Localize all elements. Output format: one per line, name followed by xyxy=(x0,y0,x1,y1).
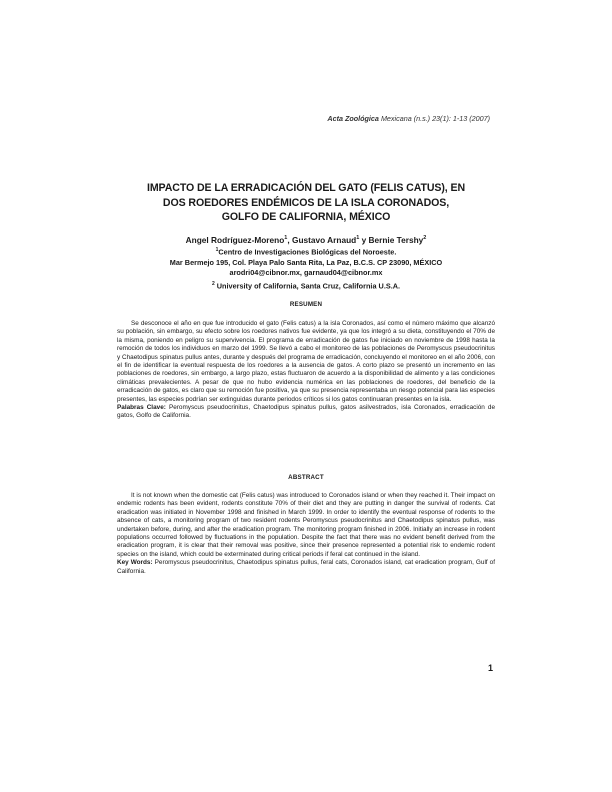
author-list: Angel Rodríguez-Moreno$^1$, Gustavo Arnaud$^1$ y Bernie Tershy$^2$ xyxy=(185,234,427,245)
abstract-body: It is not known when the domestic cat (Felis catus) was introduced to Coronados island or when they reached it. Their impact on endemic rodents has been evident, rodents constitute 70% of their diet and they are putting in danger the survival of rodents. Cat eradication was initiated in November 1998 and finished in March 1999. In order to identify the eventual response of rodents to the absence of cats, a monitoring program of two resident rodents Peromyscus pseudocrinitus and Chaetodipus spinatus pullus, was undertaken before, during, and after the eradication program. The monitoring program finished in 2006. Initially an increase in rodent populations occurred followed by fluctuations in the population. Despite the fact that there was no evident benefit derived from the eradication program, it is clear that their removal was positive, since their presence represented a potential risk to endemic rodent species on the island, which could be exterminated during critical periods if feral cat continued in the island. xyxy=(117,492,495,558)
palabras-clave-text: Peromyscus pseudocrinitus, Chaetodipus spinatus pullus, gatos asilvestrados, isla Coronados, erradicación de gatos, Golfo de California. xyxy=(117,404,496,420)
key-words xyxy=(117,559,495,576)
key-words-text: Peromyscus pseudocrinitus, Chaetodipus spinatus pullus, feral cats, Coronados island, cat eradication program, Gulf of California. xyxy=(117,559,495,575)
author-3-affil: 2 xyxy=(423,235,427,241)
author-1: Angel Rodríguez-Moreno xyxy=(185,234,285,245)
author-emails: arodri04@cibnor.mx, garnaud04@cibnor.mx xyxy=(229,268,383,278)
author-1-affil: 1 xyxy=(284,235,288,241)
journal-citation xyxy=(327,114,490,123)
abstract-heading: ABSTRACT xyxy=(288,474,324,481)
page-number: 1 xyxy=(488,663,494,673)
key-words-label: Key Words: xyxy=(117,559,153,567)
title-line-1: IMPACTO DE LA ERRADICACIÓN DEL GATO (FELIS CATUS), EN xyxy=(146,182,465,194)
author-conjunction: y xyxy=(361,234,367,245)
author-2: Gustavo Arnaud xyxy=(291,234,357,245)
affiliation-1-marker: 1 xyxy=(215,247,219,253)
title-line-3: GOLFO DE CALIFORNIA, MÉXICO xyxy=(221,211,391,223)
article-title xyxy=(100,181,512,225)
resumen-body: Se desconoce el año en que fue introducido el gato (Felis catus) a la isla Coronados, así como el número máximo que alcanzó su población, sin embargo, su efecto sobre los roedores nativos fue evidente, ya que los integró a su dieta, constituyendo el 70% de la misma, poniendo en peligro su supervivencia. El programa de erradicación de gatos fue iniciado en noviembre de 1998 hasta la remoción de todos los individuos en marzo del 1999. Se llevó a cabo el monitoreo de las poblaciones de Peromyscus pseudocrinitus y Chaetodipus spinatus pullus antes, durante y después del programa de erradicación, concluyendo el monitoreo en el año 2006, con el fin de identificar la eventual respuesta de los roedores a la ausencia de gatos. A corto plazo se presentó un incremento en las poblaciones de roedores, sin embargo, a largo plazo, estas fluctuaron de acuerdo a la disponibilidad de alimento y a las condiciones climáticas prevalecientes. A pesar de que no hubo evidencia numérica en las poblaciones de roedores, del beneficio de la erradicación de gatos, es claro que su remoción fue positiva, ya que su presencia representaba un riesgo potencial para las especies presentes, las especies podrían ser extinguidas durante periodos críticos si los gatos continuaran presentes en la isla. xyxy=(117,320,495,403)
author-3: Bernie Tershy xyxy=(368,234,424,245)
affiliations xyxy=(100,245,512,291)
palabras-clave xyxy=(117,404,495,421)
affiliation-2-marker: 2 xyxy=(211,280,215,287)
affiliation-address: Mar Bermejo 195, Col. Playa Palo Santa Rita, La Paz, B.C.S. CP 23090, MÉXICO xyxy=(169,257,443,267)
author-2-affil: 1 xyxy=(356,235,360,241)
journal-name: Acta Zoológica xyxy=(327,114,379,123)
resumen-heading: RESUMEN xyxy=(289,301,323,308)
abstract-section xyxy=(117,492,495,576)
palabras-clave-label: Palabras Clave: xyxy=(117,404,166,412)
title-line-2: DOS ROEDORES ENDÉMICOS DE LA ISLA CORONADOS, xyxy=(162,196,450,209)
affiliation-line-2: $^2$ University of California, Santa Cruz, California U.S.A. xyxy=(211,280,401,291)
journal-volume-pages: Mexicana (n.s.) 23(1): 1-13 (2007) xyxy=(380,114,490,123)
affiliation-line-1: $^1$Centro de Investigaciones Biológicas del Noroeste. xyxy=(215,247,397,257)
resumen-section xyxy=(117,320,495,421)
